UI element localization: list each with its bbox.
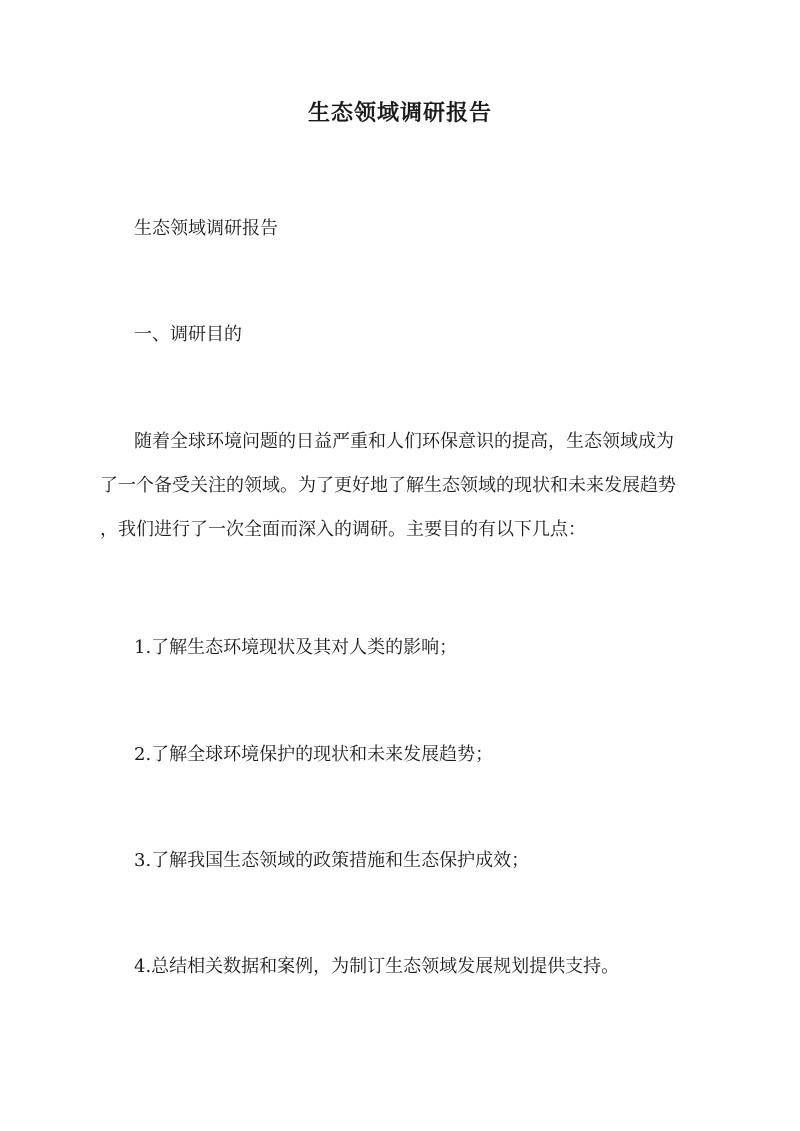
list-item: 2.了解全球环境保护的现状和未来发展趋势；: [134, 744, 494, 765]
document-subtitle: 生态领域调研报告: [134, 218, 278, 239]
intro-line: 随着全球环境问题的日益严重和人们环保意识的提高，生态领域成为: [134, 431, 674, 452]
intro-line: 了一个备受关注的领域。为了更好地了解生态领域的现状和未来发展趋势: [100, 475, 676, 496]
intro-paragraph: [100, 420, 700, 552]
intro-line: ，我们进行了一次全面而深入的调研。主要目的有以下几点：: [100, 519, 586, 540]
list-item: 3.了解我国生态领域的政策措施和生态保护成效；: [134, 850, 530, 871]
list-item: 4.总结相关数据和案例，为制订生态领域发展规划提供支持。: [134, 956, 620, 977]
document-title: 生态领域调研报告: [307, 100, 492, 126]
section-heading: 一、调研目的: [134, 324, 242, 345]
list-item: 1.了解生态环境现状及其对人类的影响；: [134, 637, 458, 658]
